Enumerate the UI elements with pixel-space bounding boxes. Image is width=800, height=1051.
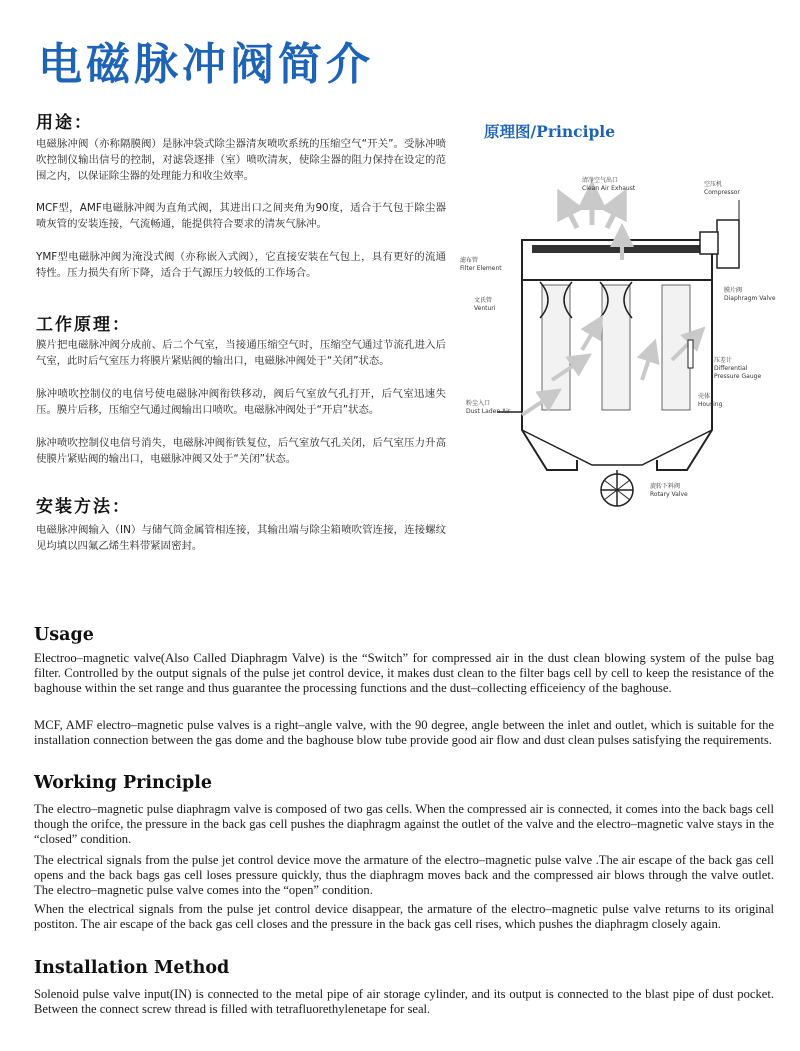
principle-title: 原理图/Principle (484, 122, 616, 141)
baghouse-principle-diagram (452, 150, 782, 540)
working-paragraph-en-2: The electrical signals from the pulse jet control device move the armature of the electro–magnetic pulse valve .The air escape of the back gas cell opens and the back bags gas cell loses pressure quickly, thus the diaphragm moves back and the compressed air blows through the valve outlet. The electro–magnetic pulse valve comes into the “open” condition. (34, 853, 774, 897)
label-venturi-en: Venturi (474, 305, 496, 312)
label-venturi-cn: 文氏管 (474, 297, 493, 304)
label-clean-air-en: Clean Air Exhaust (582, 185, 636, 192)
rotary-valve (601, 474, 633, 506)
usage-heading-en: Usage (34, 625, 94, 645)
label-dust-en: Dust Laden Air (466, 408, 511, 415)
working-heading-en: Working Principle (34, 773, 213, 793)
exhaust-arrows (564, 195, 620, 228)
label-rotary-en: Rotary Valve (650, 491, 688, 498)
label-clean-air-cn: 清净空气出口 (582, 177, 619, 184)
air-tank (717, 220, 739, 268)
working-paragraph-en-3: When the electrical signals from the pulse jet control device disappear, the armature of the electro–magnetic pulse valve returns to its original postiton. The air escape of the back gas cell closes and the pressure in the back gas cell rises, which pushes the diaphragm closely again. (34, 902, 774, 931)
usage-paragraph-cn-3: YMF型电磁脉冲阀为淹没式阀（亦称嵌入式阀），它直接安装在气包上，具有更好的流通特性。压力损失有所下降，适合于气源压力较低的工作场合。 (36, 251, 446, 279)
label-diaphragm-cn: 膜片阀 (724, 287, 743, 294)
label-rotary-cn: 旋转下料阀 (650, 483, 681, 490)
label-gauge-cn: 压差计 (714, 357, 733, 364)
label-gauge-en2: Pressure Gauge (714, 373, 762, 380)
label-housing-en: Housing (698, 401, 723, 408)
usage-paragraph-en-1: Electroo–magnetic valve(Also Called Diaphragm Valve) is the “Switch” for compressed air in the dust clean blowing system of the pulse bag filter. Controlled by the output signals of the pulse jet control device, it makes dust clean to the filter bags cell by cell to keep the resistance of the baghouse within the set range and thus guarantee the processing functions and the dust–collecting efficeiency of the baghouse. (34, 651, 774, 695)
working-paragraph-cn-2: 脉冲喷吹控制仪的电信号使电磁脉冲阀衔铁移动，阀后气室放气孔打开，后气室迅速失压。膜片后移，压缩空气通过阀输出口喷吹。电磁脉冲阀处于“开启”状态。 (36, 388, 446, 416)
label-filter-cn: 滤布管 (460, 257, 479, 264)
page-title: 电磁脉冲阀简介 (38, 39, 374, 90)
usage-paragraph-cn-1: 电磁脉冲阀（亦称隔膜阀）是脉冲袋式除尘器清灰喷吹系统的压缩空气“开关”。受脉冲喷吹控制仪输出信号的控制，对滤袋逐排（室）喷吹清灰，使除尘器的阻力保持在设定的范围之内，以保证除尘器的处理能力和收尘效率。 (36, 138, 446, 182)
install-heading-cn: 安装方法： (36, 497, 131, 517)
label-dust-cn: 粉尘入口 (466, 400, 491, 407)
usage-paragraph-cn-2: MCF型，AMF电磁脉冲阀为直角式阀，其进出口之间夹角为90度，适合于气包于除尘器喷灰管的安装连接，气流畅通，能提供符合要求的清灰气脉冲。 (36, 202, 446, 230)
usage-heading-cn: 用途： (36, 113, 93, 133)
usage-paragraph-en-2: MCF, AMF electro–magnetic pulse valves is a right–angle valve, with the 90 degree, angle between the inlet and outlet, which is suitable for the installation connection between the gas dome and the baghouse blow tube provide good air flow and dust clean pulses satisfying the requirements. (34, 718, 774, 747)
working-paragraph-cn-1: 膜片把电磁脉冲阀分成前、后二个气室，当接通压缩空气时，压缩空气通过节流孔进入后气室，此时后气室压力将膜片紧贴阀的输出口，电磁脉冲阀处于“关闭”状态。 (36, 339, 446, 367)
install-paragraph-en: Solenoid pulse valve input(IN) is connected to the metal pipe of air storage cylinder, and its output is connected to the blast pipe of dust pocket. Between the connect screw thread is filled with tetrafluorethylenetape for seal. (34, 987, 774, 1016)
working-heading-cn: 工作原理： (36, 315, 131, 335)
label-filter-en: Filter Element (460, 265, 502, 272)
label-housing-cn: 壳体 (698, 393, 711, 400)
install-heading-en: Installation Method (34, 958, 230, 978)
pressure-gauge (688, 340, 693, 368)
install-paragraph-cn: 电磁脉冲阀输入（IN）与储气筒金属管相连接，其输出端与除尘箱喷吹管连接，连接螺纹见均填以四氟乙烯生料带紧固密封。 (36, 524, 446, 552)
label-diaphragm-en: Diaphragm Valve (724, 295, 776, 302)
label-compressor-cn: 空压机 (704, 181, 723, 188)
blow-tube (532, 245, 717, 253)
working-paragraph-en-1: The electro–magnetic pulse diaphragm valve is composed of two gas cells. When the compressed air is connected, it comes into the back bags cell though the orifce, the pressure in the back gas cell pushes the diaphragm against the outlet of the valve and the electro–magnetic valve stays in the “closed” condition. (34, 802, 774, 846)
label-compressor-en: Compressor (704, 189, 740, 196)
label-gauge-en1: Differential (714, 365, 748, 372)
working-paragraph-cn-3: 脉冲喷吹控制仪电信号消失，电磁脉冲阀衔铁复位，后气室放气孔关闭，后气室压力升高使膜片紧贴阀的输出口，电磁脉冲阀又处于“关闭”状态。 (36, 437, 446, 465)
